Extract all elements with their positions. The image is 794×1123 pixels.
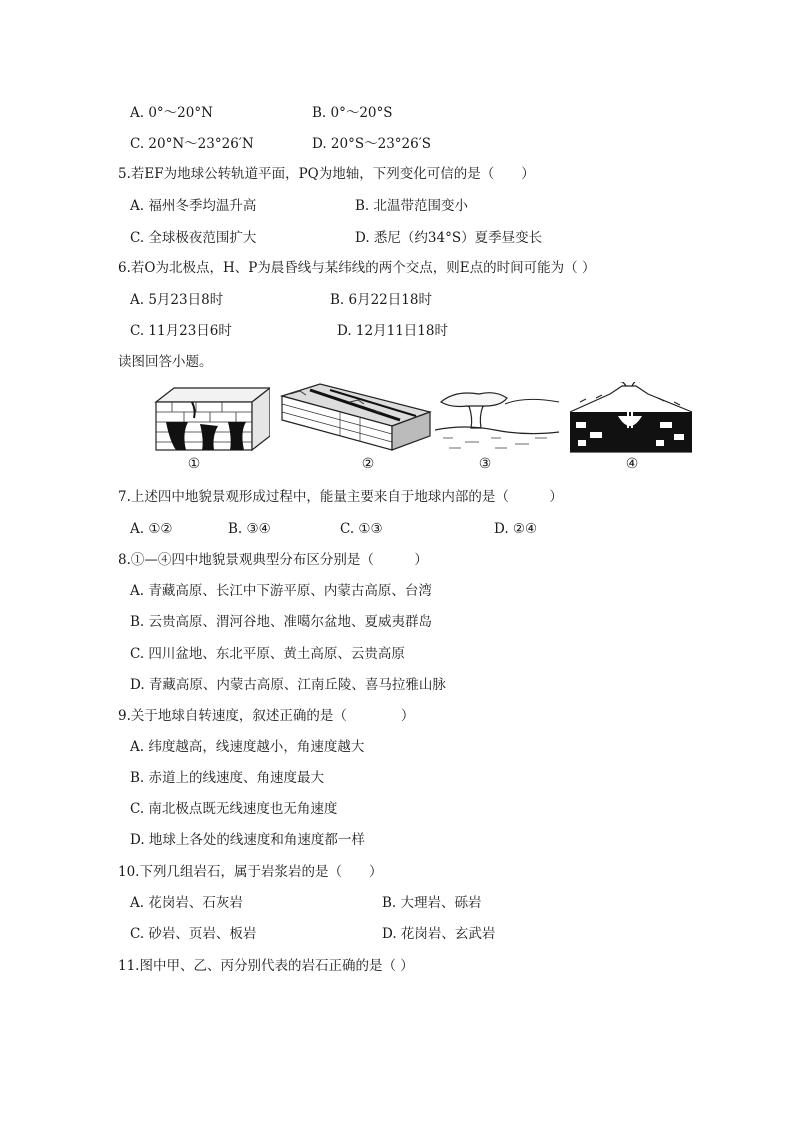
q7-option-d: D. ②④ (494, 521, 538, 537)
q10-option-d: D. 花岗岩、玄武岩 (382, 926, 496, 942)
q8-option-c: C. 四川盆地、东北平原、黄土高原、云贵高原 (130, 646, 405, 662)
q8-option-b: B. 云贵高原、渭河谷地、准噶尔盆地、夏威夷群岛 (130, 614, 433, 630)
q9-option-c: C. 南北极点既无线速度也无角速度 (130, 801, 338, 817)
q8-option-a: A. 青藏高原、长江中下游平原、内蒙古高原、台湾 (130, 583, 432, 599)
q5-option-a: A. 福州冬季均温升高 (130, 198, 257, 214)
landform-figures (150, 382, 695, 474)
q5-stem: 5.若EF为地球公转轨道平面，PQ为地轴，下列变化可信的是（ ） (118, 166, 535, 182)
q6-option-c: C. 11月23日6时 (130, 323, 232, 339)
q4-option-a: A. 0°～20°N (130, 105, 213, 121)
q4-option-b: B. 0°～20°S (312, 105, 393, 121)
q10-option-c: C. 砂岩、页岩、板岩 (130, 926, 257, 942)
q7-option-b: B. ③④ (228, 521, 271, 537)
q5-option-d: D. 悉尼（约34°S）夏季昼变长 (355, 230, 543, 246)
landform-figure-4-label: ④ (625, 456, 639, 472)
q9-option-d: D. 地球上各处的线速度和角速度都一样 (130, 832, 365, 848)
q9-option-a: A. 纬度越高，线速度越小，角速度越大 (130, 739, 365, 755)
landform-figure-2 (280, 382, 432, 458)
landform-figure-1 (152, 382, 270, 458)
q5-option-c: C. 全球极夜范围扩大 (130, 230, 257, 246)
landform-figure-3 (435, 382, 560, 458)
q10-stem: 10.下列几组岩石，属于岩浆岩的是（ ） (118, 864, 383, 880)
q9-stem: 9.关于地球自转速度，叙述正确的是（ ） (118, 708, 415, 724)
q5-option-b: B. 北温带范围变小 (355, 198, 469, 214)
q8-stem: 8.①—④四中地貌景观典型分布区分别是（ ） (118, 552, 428, 568)
read-figure-prompt: 读图回答小题。 (118, 354, 213, 370)
landform-figure-3-label: ③ (478, 456, 492, 472)
landform-figure-4 (570, 382, 692, 458)
q7-option-a: A. ①② (130, 521, 173, 537)
q10-option-b: B. 大理岩、砾岩 (382, 895, 482, 911)
q6-option-d: D. 12月11日18时 (337, 323, 448, 339)
q7-option-c: C. ①③ (340, 521, 383, 537)
q6-option-a: A. 5月23日8时 (130, 292, 224, 308)
q6-option-b: B. 6月22日18时 (330, 292, 432, 308)
q11-stem: 11.图中甲、乙、丙分别代表的岩石正确的是（ ） (118, 958, 414, 974)
q10-option-a: A. 花岗岩、石灰岩 (130, 895, 243, 911)
q4-option-d: D. 20°S～23°26′S (312, 136, 432, 152)
landform-figure-2-label: ② (361, 456, 375, 472)
q4-option-c: C. 20°N～23°26′N (130, 136, 254, 152)
q6-stem: 6.若O为北极点，H、P为晨昏线与某纬线的两个交点，则E点的时间可能为（ ） (118, 260, 596, 276)
q9-option-b: B. 赤道上的线速度、角速度最大 (130, 770, 325, 786)
q7-stem: 7.上述四中地貌景观形成过程中，能量主要来自于地球内部的是（ ） (118, 489, 563, 505)
landform-figure-1-label: ① (187, 456, 201, 472)
q8-option-d: D. 青藏高原、内蒙古高原、江南丘陵、喜马拉雅山脉 (130, 677, 446, 693)
